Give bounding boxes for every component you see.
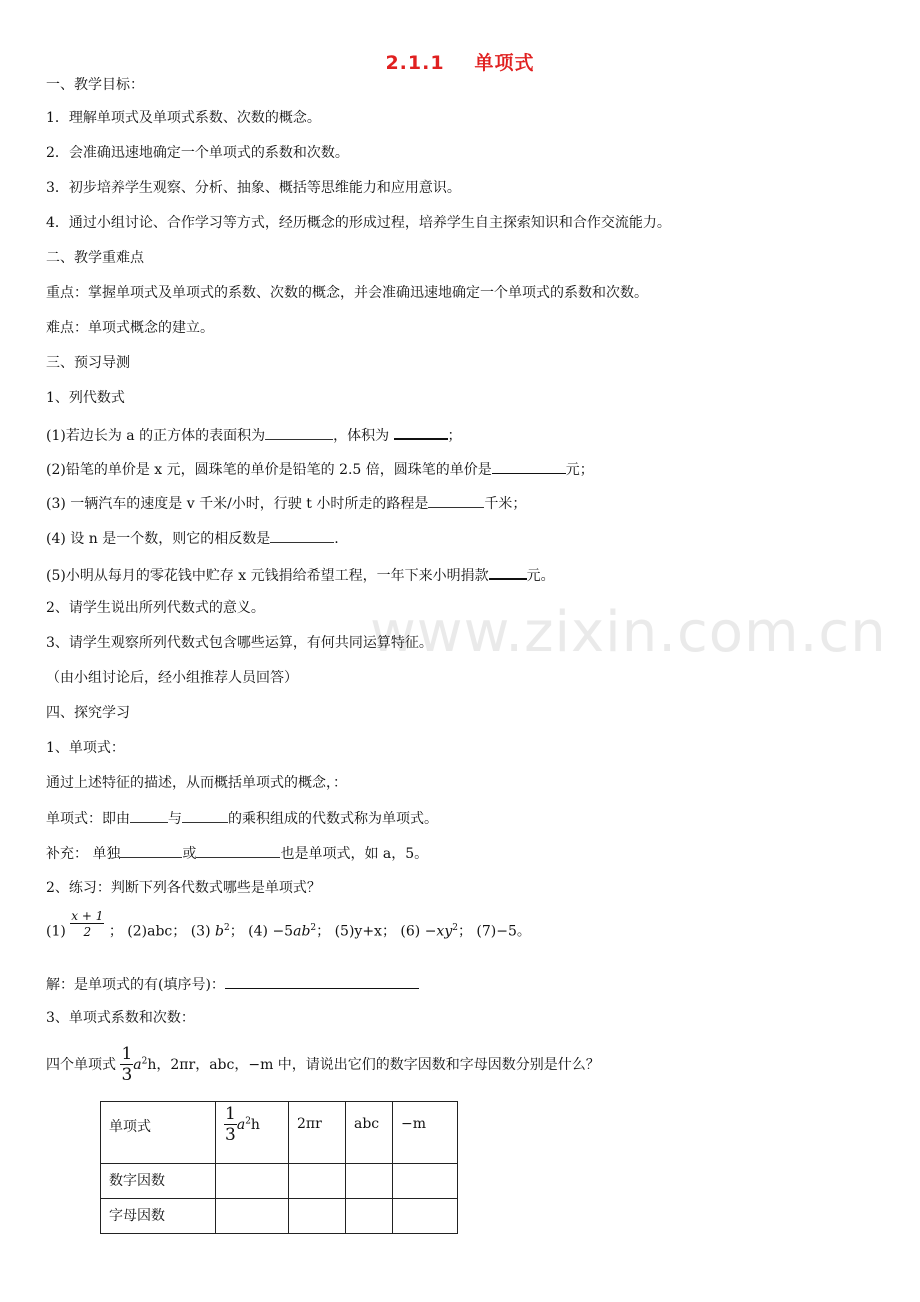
four-monomials: 四个单项式 $\frac{1}{3}$ $a^2h$，2πr，abc，−m 中，请说出它们的数字因数和字母因数分别是什么？	[46, 1044, 600, 1085]
concept-description: 通过上述特征的描述，从而概括单项式的概念，：	[46, 775, 347, 791]
watermark: www.zixin.com.cn	[370, 600, 887, 665]
discussion-note: （由小组讨论后，经小组推荐人员回答）	[46, 670, 298, 686]
header-2pir: 2πr	[289, 1102, 346, 1164]
preview-heading: 三、预习导测	[46, 355, 130, 371]
key-point: 重点：掌握单项式及单项式的系数、次数的概念，并会准确迅速地确定一个单项式的系数和次数。	[46, 285, 648, 301]
row-label-letter-factor: 字母因数	[101, 1199, 216, 1234]
sub-heading-1: 1、单项式：	[46, 740, 125, 756]
table-cell[interactable]	[216, 1199, 289, 1234]
definition: 单项式：即由 与 的乘积组成的代数式称为单项式。	[46, 811, 438, 827]
blank-opposite[interactable]	[270, 529, 334, 543]
question-4: (4) 设 n 是一个数，则它的相反数是 .	[46, 531, 339, 547]
blank-distance[interactable]	[428, 494, 484, 508]
sub-heading-2: 2、练习：判断下列各代数式哪些是单项式？	[46, 880, 321, 896]
header-monomial: 单项式	[101, 1102, 216, 1164]
blank-numbers[interactable]	[130, 809, 168, 823]
sub-heading-3: 3、单项式系数和次数：	[46, 1010, 195, 1026]
question-2: (2)铅笔的单价是 x 元，圆珠笔的单价是铅笔的 2.5 倍，圆珠笔的单价是 元；	[46, 459, 594, 479]
goal-1: 1．理解单项式及单项式系数、次数的概念。	[46, 110, 321, 126]
question-5: (5)小明从每月的零花钱中贮存 x 元钱捐给希望工程，一年下来小明捐款 元。	[46, 564, 555, 585]
supplement: 补充： 单独 或 也是单项式，如 a，5。	[46, 846, 429, 862]
header-one-third-a2h: $\frac{1}{3}$ $a^2h$	[216, 1102, 289, 1164]
question-1: (1)若边长为 a 的正方体的表面积为 ，体积为 ；	[46, 424, 462, 445]
title-text: 单项式	[474, 52, 535, 74]
blank-volume[interactable]	[394, 424, 448, 440]
difficulty: 难点：单项式概念的建立。	[46, 320, 214, 336]
title-number: 2.1.1	[385, 52, 445, 74]
table-cell[interactable]	[346, 1199, 393, 1234]
key-heading: 二、教学重难点	[46, 250, 144, 266]
row-label-numeric-factor: 数字因数	[101, 1164, 216, 1199]
blank-answer[interactable]	[225, 974, 419, 989]
explore-heading: 四、探究学习	[46, 705, 130, 721]
blank-single-letter[interactable]	[196, 844, 280, 858]
blank-letters[interactable]	[182, 809, 228, 823]
goal-3: 3．初步培养学生观察、分析、抽象、概括等思维能力和应用意识。	[46, 180, 461, 196]
monomial-table	[100, 1101, 458, 1234]
item-3: 3、请学生观察所列代数式包含哪些运算，有何共同运算特征。	[46, 635, 433, 651]
blank-single-number[interactable]	[120, 844, 182, 858]
header-neg-m: −m	[393, 1102, 458, 1164]
answer-line: 解：是单项式的有(填序号)：	[46, 974, 419, 994]
goals-heading: 一、教学目标：	[46, 77, 144, 93]
table-cell[interactable]	[216, 1164, 289, 1199]
table-fraction-one-third: $\frac{1}{3}$	[225, 1104, 236, 1145]
table-cell[interactable]	[289, 1199, 346, 1234]
exercise-list: (1) $\frac{x + 1}{2}$ ； (2)abc； (3) $b^2$； $(4) -5ab^2$； (5)y+x； $(6) -xy^2$； (7)−5。	[46, 908, 531, 940]
list-heading: 1、列代数式	[46, 390, 125, 406]
blank-pen-price[interactable]	[492, 459, 566, 474]
table-cell[interactable]	[393, 1164, 458, 1199]
item-2: 2、请学生说出所列代数式的意义。	[46, 600, 265, 616]
table-cell[interactable]	[393, 1199, 458, 1234]
goal-4: 4．通过小组讨论、合作学习等方式，经历概念的形成过程，培养学生自主探索知识和合作交流能力。	[46, 215, 671, 231]
question-3: (3) 一辆汽车的速度是 v 千米/小时，行驶 t 小时所走的路程是 千米；	[46, 496, 527, 512]
goal-2: 2．会准确迅速地确定一个单项式的系数和次数。	[46, 145, 349, 161]
table-cell[interactable]	[289, 1164, 346, 1199]
fraction-x-plus-1-over-2: $\frac{x + 1}{2}$	[71, 908, 104, 939]
fraction-one-third: $\frac{1}{3}$	[121, 1044, 133, 1085]
page-title	[0, 48, 920, 75]
header-abc: abc	[346, 1102, 393, 1164]
blank-donation[interactable]	[489, 564, 527, 580]
blank-surface-area[interactable]	[265, 426, 333, 440]
table-cell[interactable]	[346, 1164, 393, 1199]
